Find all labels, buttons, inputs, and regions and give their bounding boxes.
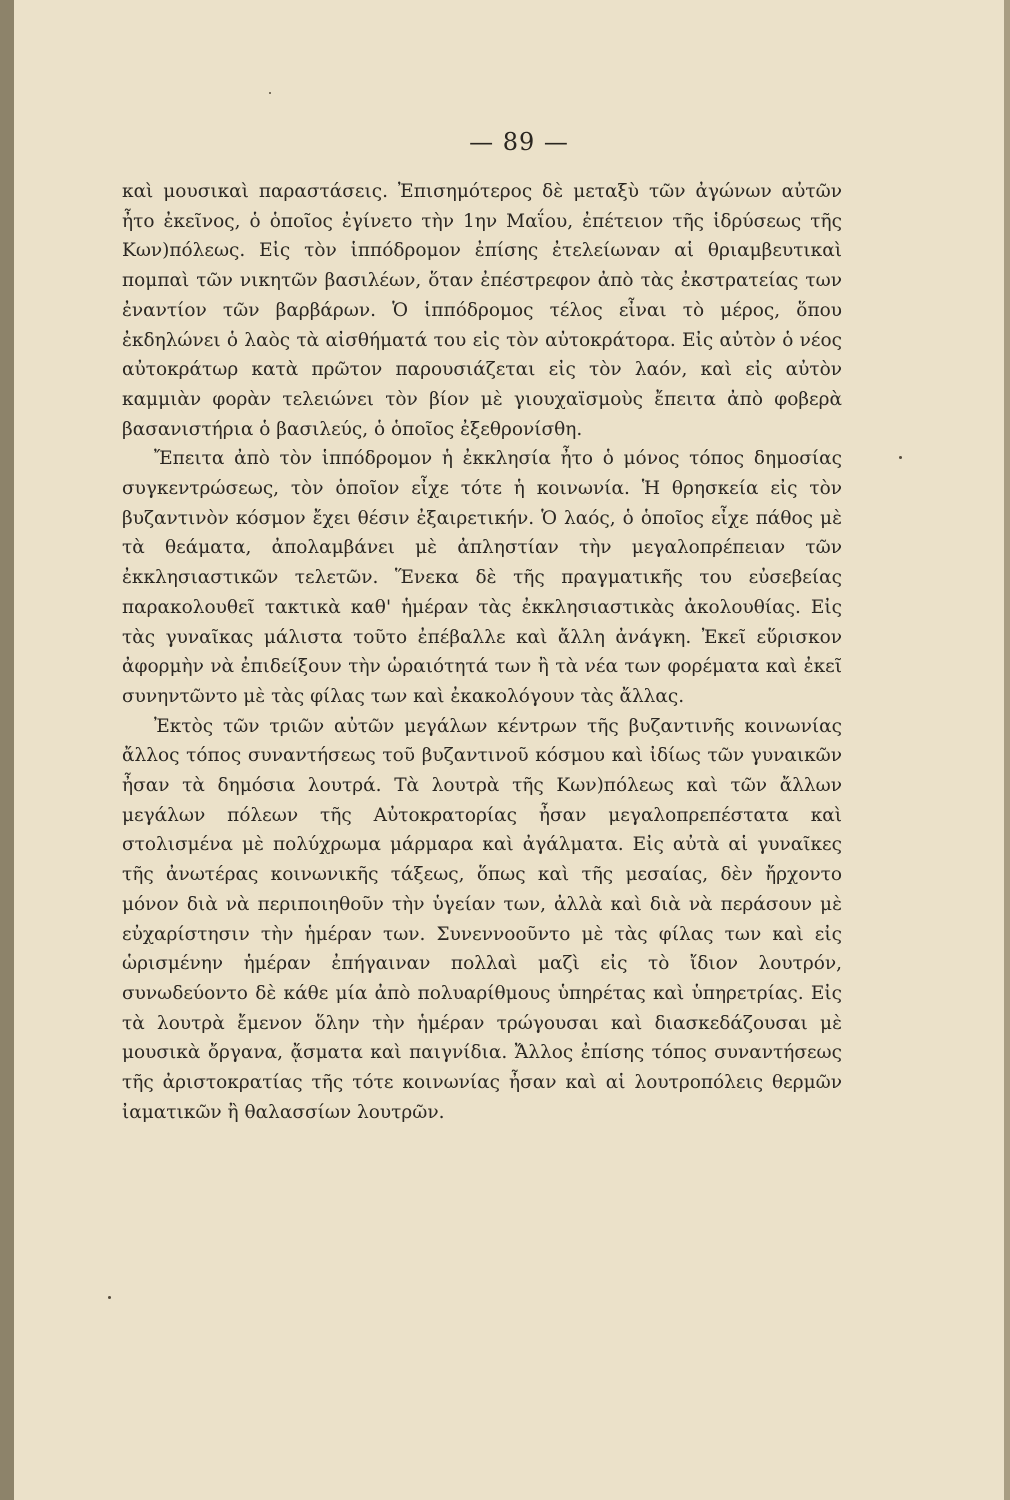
page-number: — 89 — [469, 128, 569, 156]
paragraph-2: Ἔπειτα ἀπὸ τὸν ἱππόδρομον ἡ ἐκκλησία ἦτο ὁ μόνος τόπος δημοσίας συγκεντρώσεως, τὸν ὁποῖον εἶχε τότε ἡ κοινωνία. Ἡ θρησκεία εἰς τὸν βυζαντινὸν κόσμον ἔχει θέσιν ἐξαιρετικήν. Ὁ λαός, ὁ ὁποῖος εἶχε πάθος μὲ τὰ θεάματα, ἀπολαμβάνει μὲ ἀπληστίαν τὴν μεγαλοπρέπειαν τῶν ἐκκλησιαστικῶν τελετῶν. Ἕνεκα δὲ τῆς πραγματικῆς του εὐσεβείας παρακολουθεῖ τακτικὰ καθ' ἡμέραν τὰς ἐκκλησιαστικὰς ἀκολουθίας. Εἰς τὰς γυναῖκας μάλιστα τοῦτο ἐπέβαλλε καὶ ἄλλη ἀνάγκη. Ἐκεῖ εὕρισκον ἀφορμὴν νὰ ἐπιδείξουν τὴν ὡραιότητά των ἢ τὰ νέα των φορέματα καὶ ἐκεῖ συνηντῶντο μὲ τὰς φίλας των καὶ ἐκακολόγουν τὰς ἄλλας. [122, 448, 842, 707]
ink-speck [899, 456, 902, 459]
paragraph-1: καὶ μουσικαὶ παραστάσεις. Ἐπισημότερος δὲ μεταξὺ τῶν ἀγώνων αὐτῶν ἦτο ἐκεῖνος, ὁ ὁποῖος ἐγίνετο τὴν 1ην Μαΐου, ἐπέτειον τῆς ἱδρύσεως τῆς Κων)πόλεως. Εἰς τὸν ἱππόδρομον ἐπίσης ἐτελείωναν αἱ θριαμβευτικαὶ πομπαὶ τῶν νικητῶν βασιλέων, ὅταν ἐπέστρεφον ἀπὸ τὰς ἐκστρατείας των ἐναντίον τῶν βαρβάρων. Ὁ ἱππόδρομος τέλος εἶναι τὸ μέρος, ὅπου ἐκδηλώνει ὁ λαὸς τὰ αἰσθήματά του εἰς τὸν αὐτοκράτορα. Εἰς αὐτὸν ὁ νέος αὐτοκράτωρ κατὰ πρῶτον παρουσιάζεται εἰς τὸν λαόν, καὶ εἰς αὐτὸν καμμιὰν φορὰν τελειώνει τὸν βίον μὲ γιουχαϊσμοὺς ἔπειτα ἀπὸ φοβερὰ βασανιστήρια ὁ βασιλεύς, ὁ ὁποῖος ἐξεθρονίσθη. [122, 181, 842, 440]
body-text [122, 177, 842, 1128]
paragraph-3: Ἐκτὸς τῶν τριῶν αὐτῶν μεγάλων κέντρων τῆς βυζαντινῆς κοινωνίας ἄλλος τόπος συναντήσεως τοῦ βυζαντινοῦ κόσμου καὶ ἰδίως τῶν γυναικῶν ἦσαν τὰ δημόσια λουτρά. Τὰ λουτρὰ τῆς Κων)πόλεως καὶ τῶν ἄλλων μεγάλων πόλεων τῆς Αὐτοκρατορίας ἦσαν μεγαλοπρεπέστατα καὶ στολισμένα μὲ πολύχρωμα μάρμαρα καὶ ἀγάλματα. Εἰς αὐτὰ αἱ γυναῖκες τῆς ἀνωτέρας κοινωνικῆς τάξεως, ὅπως καὶ τῆς μεσαίας, δὲν ἤρχοντο μόνον διὰ νὰ περιποιηθοῦν τὴν ὑγείαν των, ἀλλὰ καὶ διὰ νὰ περάσουν μὲ εὐχαρίστησιν τὴν ἡμέραν των. Συνεννοοῦντο μὲ τὰς φίλας των καὶ εἰς ὡρισμένην ἡμέραν ἐπήγαιναν πολλαὶ μαζὶ εἰς τὸ ἴδιον λουτρόν, συνωδεύοντο δὲ κάθε μία ἀπὸ πολυαρίθμους ὑπηρέτας καὶ ὑπηρετρίας. Εἰς τὰ λουτρὰ ἔμενον ὅλην τὴν ἡμέραν τρώγουσαι καὶ διασκεδάζουσαι μὲ μουσικὰ ὄργανα, ᾄσματα καὶ παιγνίδια. Ἄλλος ἐπίσης τόπος συναντήσεως τῆς ἀριστοκρατίας τῆς τότε κοινωνίας ἦσαν καὶ αἱ λουτροπόλεις θερμῶν ἰαματικῶν ἢ θαλασσίων λουτρῶν. [122, 715, 842, 1123]
ink-speck [108, 1296, 111, 1299]
ink-speck [269, 92, 271, 94]
